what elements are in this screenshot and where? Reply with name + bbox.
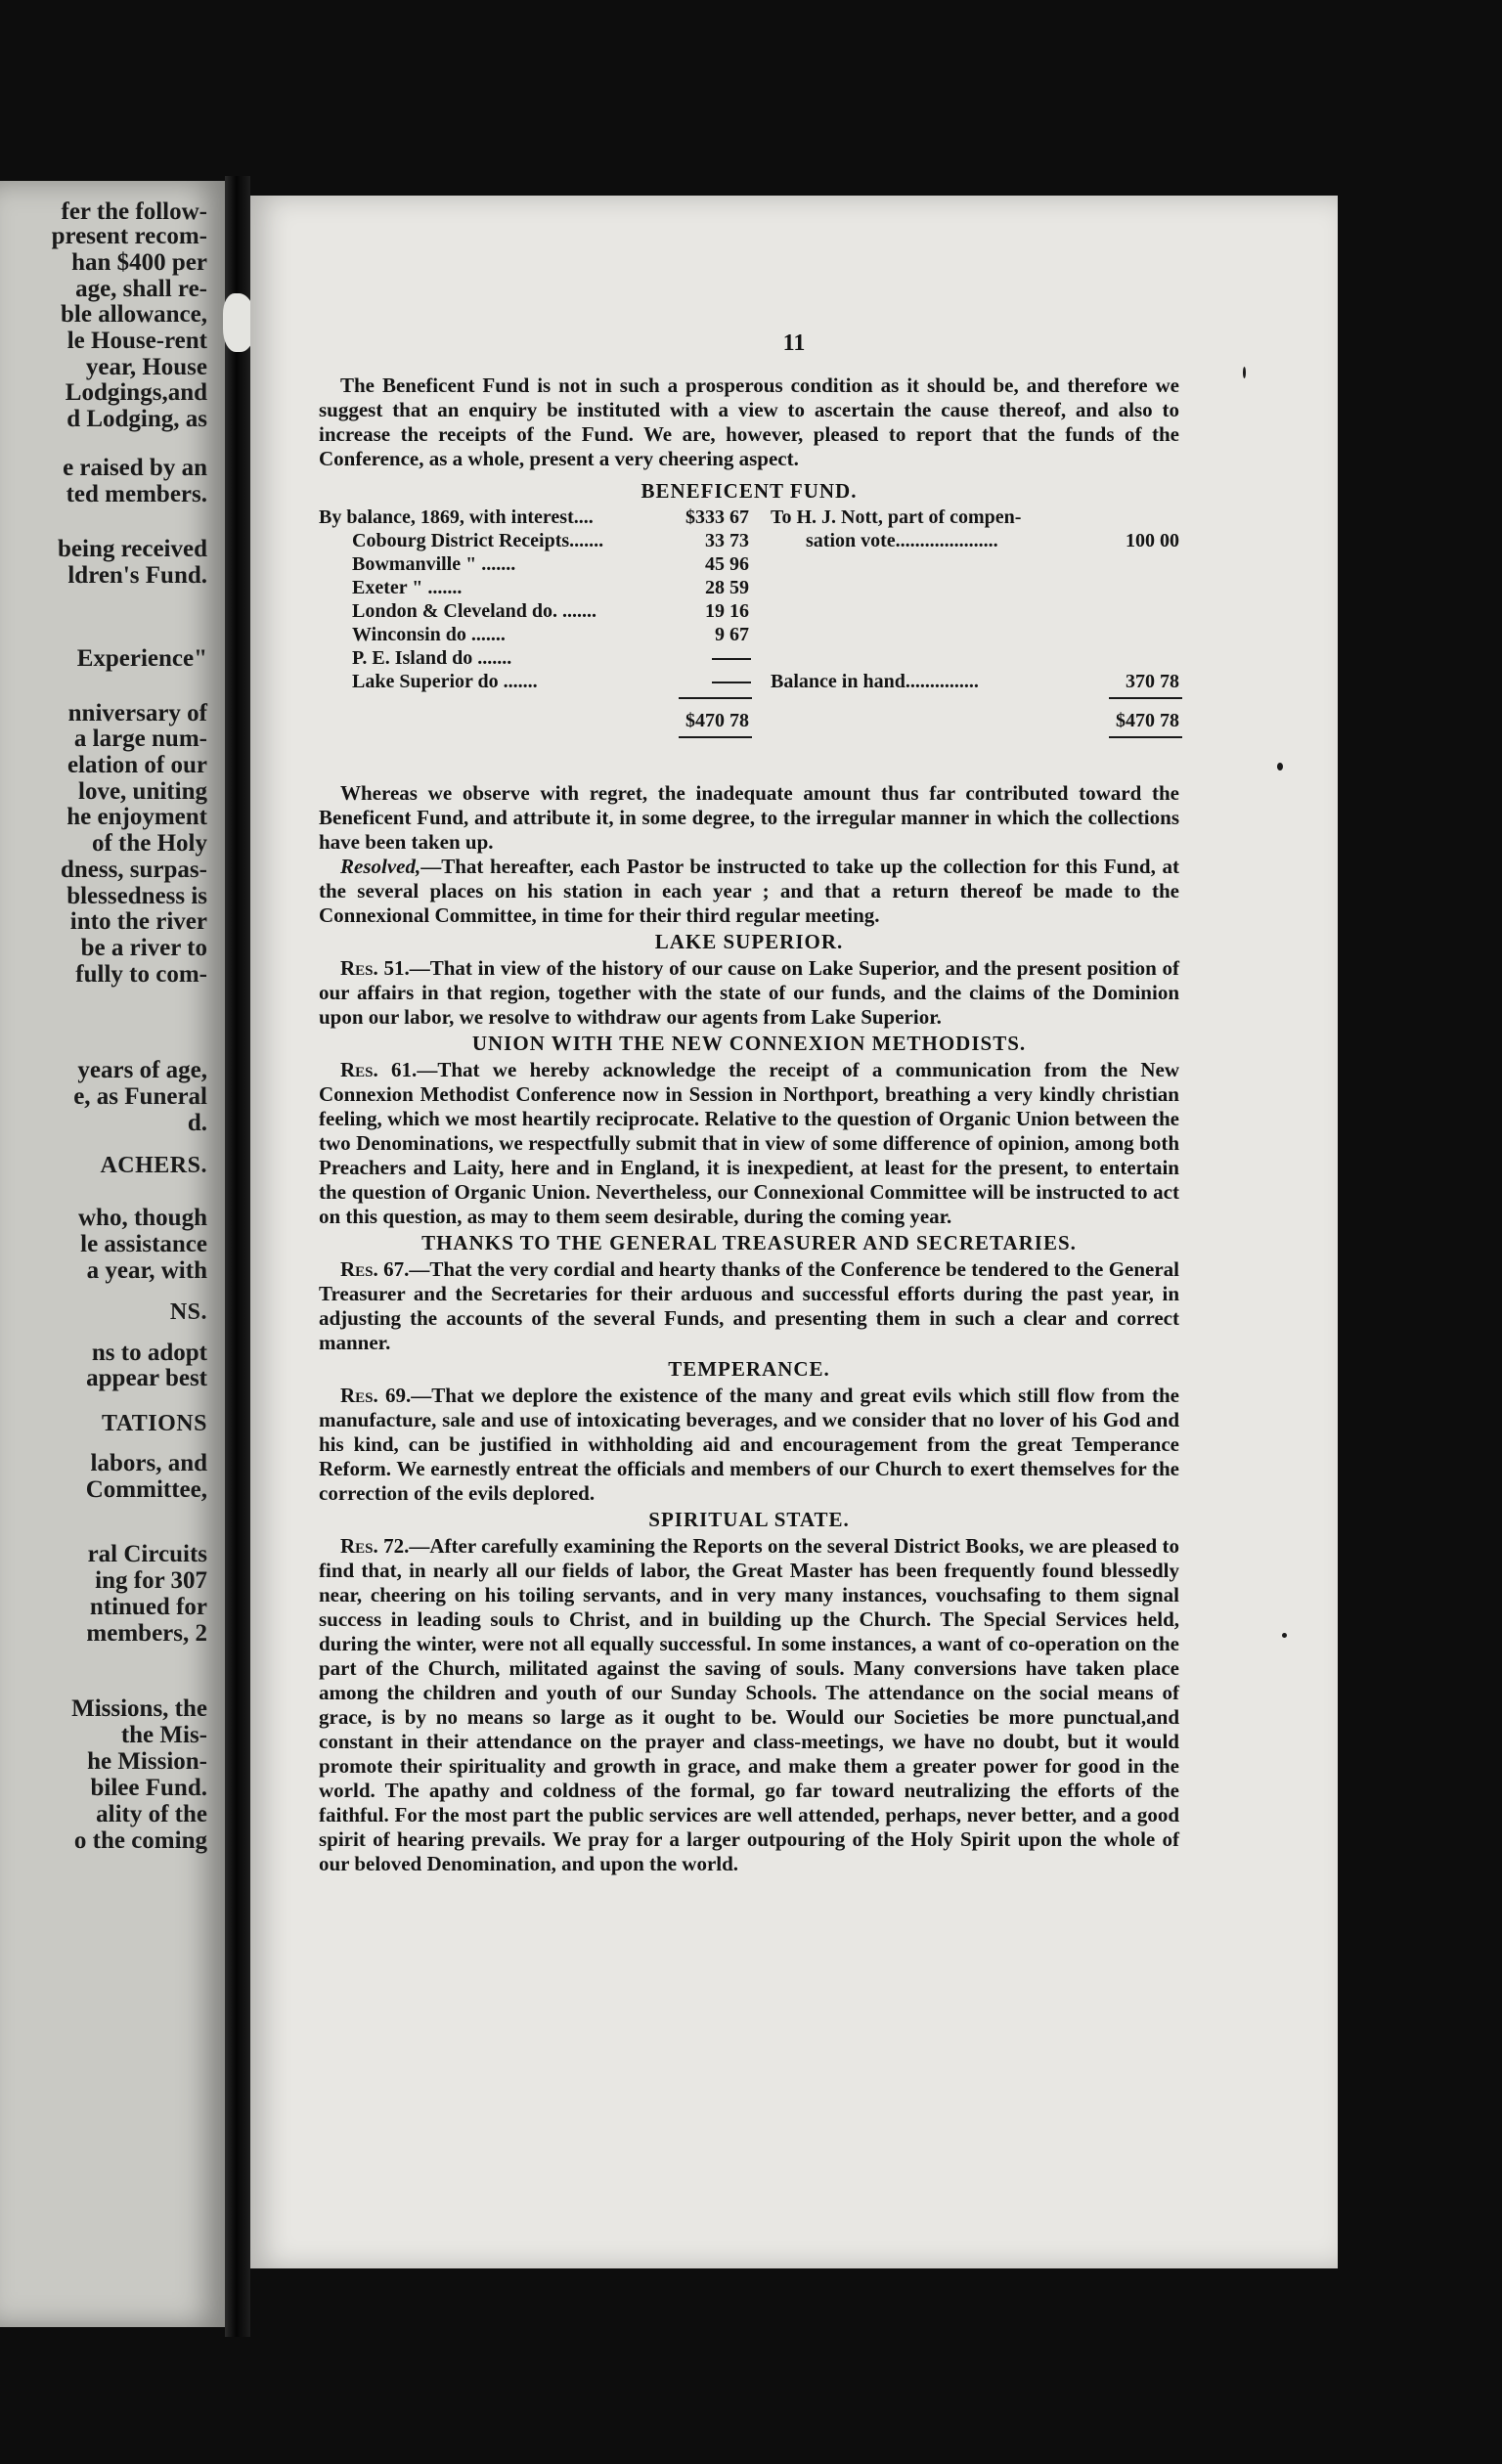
- page-content: [319, 332, 1179, 1876]
- debit-label: To H. J. Nott, part of compen-: [771, 506, 1022, 528]
- resolution-61: [319, 1058, 1179, 1229]
- fund-credit-amount: 33 73: [705, 530, 749, 551]
- facing-page-line: fer the follow-: [61, 198, 207, 225]
- fund-empty-dash: [712, 658, 751, 660]
- facing-page-line: years of age,: [77, 1057, 207, 1083]
- fund-credit-label: Exeter " .......: [352, 577, 463, 598]
- facing-page-line: e, as Funeral: [73, 1083, 207, 1110]
- resolution-67: [319, 1257, 1179, 1355]
- fund-table: [319, 506, 1179, 781]
- facing-page-line: le assistance: [80, 1231, 207, 1257]
- facing-page-line: he Mission-: [87, 1748, 207, 1775]
- resolution-label: Res. 67.: [340, 1257, 410, 1281]
- facing-page-line: be a river to: [80, 935, 207, 961]
- fund-credit-amount: 45 96: [705, 553, 749, 575]
- facing-page-line: TATIONS: [102, 1411, 207, 1436]
- section-heading-spiritual-state: SPIRITUAL STATE.: [648, 1508, 850, 1531]
- facing-page-line: fully to com-: [75, 961, 207, 988]
- facing-page-line: a large num-: [73, 726, 207, 752]
- facing-page-line: le House-rent: [66, 328, 207, 354]
- resolution-72: [319, 1534, 1179, 1876]
- facing-page-line: elation of our: [66, 752, 207, 778]
- section-heading-thanks: THANKS TO THE GENERAL TREASURER AND SECRETARIES.: [421, 1231, 1077, 1254]
- facing-page-line: d Lodging, as: [66, 406, 207, 432]
- facing-page-line: ality of the: [96, 1801, 207, 1827]
- section-heading-temperance: TEMPERANCE.: [668, 1357, 830, 1381]
- facing-page-line: ldren's Fund.: [67, 562, 207, 589]
- fund-credit-label: By balance, 1869, with interest....: [319, 506, 594, 528]
- facing-page-line: ACHERS.: [100, 1153, 207, 1178]
- facing-page-line: labors, and: [90, 1450, 207, 1476]
- facing-page-line: being received: [58, 536, 207, 562]
- facing-page-line: who, though: [78, 1205, 207, 1231]
- resolution-label: Res. 72.: [340, 1534, 410, 1558]
- resolution-label: Res. 69.: [340, 1384, 412, 1407]
- whereas-paragraph: Whereas we observe with regret, the inadequate amount thus far contributed toward the Beneficent Fund, and attribute it, in some degree, to the irregular manner in which the collections have been taken up.: [319, 781, 1179, 854]
- fund-credit-label: P. E. Island do .......: [352, 647, 512, 669]
- facing-page-line: appear best: [86, 1365, 207, 1391]
- facing-page-line: dness, surpas-: [60, 857, 207, 883]
- facing-page-line: ble allowance,: [61, 301, 207, 328]
- fund-heading: BENEFICENT FUND.: [641, 479, 858, 503]
- resolved-paragraph: [319, 855, 1179, 928]
- facing-page-line: members, 2: [86, 1620, 207, 1647]
- facing-page-line: ntinued for: [89, 1594, 207, 1620]
- facing-page-line: ns to adopt: [91, 1340, 207, 1366]
- facing-page-line: e raised by an: [63, 455, 207, 481]
- facing-page-line: age, shall re-: [75, 276, 207, 302]
- book-gutter: [225, 176, 250, 2337]
- fund-credit-amount: 9 67: [715, 624, 749, 645]
- facing-page-line: into the river: [69, 908, 207, 935]
- facing-page-line: bilee Fund.: [90, 1775, 207, 1801]
- fund-credit-label: London & Cleveland do. .......: [352, 600, 597, 622]
- section-heading-union: UNION WITH THE NEW CONNEXION METHODISTS.: [471, 1032, 1027, 1055]
- facing-page-line: o the coming: [73, 1827, 207, 1854]
- balance-amount: 370 78: [1126, 671, 1179, 692]
- resolution-text: —That we hereby acknowledge the receipt of a communication from the New Connexion Methodist Conference now in Session in Northport, breathing a very kindly christian feeling, which we most heartily reciprocate. Relative to the question of Organic Union between the two Denominations, we respectfully submit that in view of some difference of opinion, among both Preachers and Laity, here and in England, it is inexpedient, at least for the present, to entertain the question of Organic Union. Nevertheless, our Connexional Committee will be instructed to act on this question, as may to them seem desirable, during the coming year.: [319, 1058, 1179, 1228]
- facing-page-line: present recom-: [51, 223, 207, 249]
- ink-speck: [1243, 367, 1246, 378]
- resolution-text: —That the very cordial and hearty thanks of the Conference be tendered to the General Treasurer and the Secretaries for their arduous and successful efforts during the past year, in adjusting the accounts of the several Funds, and presenting them in such a clear and correct manner.: [319, 1257, 1180, 1354]
- debit-total-underline: [1109, 736, 1182, 738]
- fund-credit-amount: 28 59: [705, 577, 749, 598]
- resolution-text: —After carefully examining the Reports on the several District Books, we are pleased to find that, in nearly all our fields of labor, the Great Master has been frequently found blessedly near, cheering on his toiling servants, and in very many instances, vouchsafing to them signal success in leading souls to Christ, and in building up the Church. The Special Services held, during the winter, were not all equally successful. In some instances, a want of co-operation on the part of the Church, militated against the saving of souls. Many conversions have taken place among the children and youth of our Sunday Schools. The attendance on the social means of grace, is by no means so large as it ought to be. Would our Societies be more punctual,and constant in their attendance on the prayer and class-meetings, we have no doubt, but it would promote their spirituality and growth in grace, and make them a greater power for good in the world. The apathy and coldness of the formal, go far toward neutralizing the efforts of the faithful. For the most part the public services are well attended, perhaps, never better, and a good spirit of hearing prevails. We pray for a larger outpouring of the Holy Spirit upon the whole of our beloved Denomination, and upon the world.: [319, 1534, 1179, 1875]
- fund-empty-dash: [712, 682, 751, 683]
- page-number: 11: [782, 330, 806, 356]
- debit-label: sation vote.....................: [806, 530, 998, 551]
- facing-page-line: Missions, the: [71, 1695, 207, 1722]
- resolution-text: —That in view of the history of our cause on Lake Superior, and the present position of our affairs in that region, together with the state of our funds, and the claims of the Dominion upon our labor, we resolve to withdraw our agents from Lake Superior.: [319, 956, 1179, 1029]
- facing-page-line: of the Holy: [91, 830, 207, 857]
- facing-page-line: Committee,: [85, 1476, 207, 1503]
- resolution-label: Res. 51.: [340, 956, 410, 980]
- facing-page-line: he enjoyment: [66, 804, 207, 830]
- facing-page-line: a year, with: [86, 1257, 207, 1284]
- fund-credit-label: Lake Superior do .......: [352, 671, 538, 692]
- debit-total-rule: [1109, 697, 1182, 699]
- debit-amount: 100 00: [1126, 530, 1179, 551]
- facing-page-line: han $400 per: [71, 249, 207, 276]
- fund-credit-label: Winconsin do .......: [352, 624, 506, 645]
- ink-speck: [1277, 763, 1283, 770]
- facing-page-line: year, House: [85, 354, 207, 380]
- facing-page-line: ted members.: [66, 481, 207, 507]
- resolved-label: Resolved,: [340, 855, 421, 878]
- facing-page-line: nniversary of: [67, 700, 207, 726]
- debit-total: $470 78: [1116, 710, 1179, 731]
- facing-page-line: Experience": [76, 645, 207, 672]
- resolved-text: —That hereafter, each Pastor be instructed to take up the collection for this Fund, at the several places on his station in each year ; and that a return thereof be made to the Connexional Committee, in time for their third regular meeting.: [319, 855, 1179, 927]
- fund-credit-amount: 19 16: [705, 600, 749, 622]
- fund-credit-amount: $333 67: [685, 506, 749, 528]
- facing-page-line: ing for 307: [95, 1567, 207, 1594]
- facing-page-fragment: [0, 181, 225, 2327]
- fund-credit-label: Bowmanville " .......: [352, 553, 516, 575]
- fund-credit-label: Cobourg District Receipts.......: [352, 530, 604, 551]
- credit-total-rule: [679, 697, 752, 699]
- facing-page-line: NS.: [169, 1299, 207, 1325]
- facing-page-line: ral Circuits: [87, 1541, 207, 1567]
- resolution-69: [319, 1384, 1179, 1506]
- section-heading-lake-superior: LAKE SUPERIOR.: [654, 930, 844, 953]
- resolution-label: Res. 61.: [340, 1058, 418, 1081]
- balance-label: Balance in hand...............: [771, 671, 979, 692]
- intro-paragraph: The Beneficent Fund is not in such a prosperous condition as it should be, and therefore we suggest that an enquiry be instituted with a view to ascertain the cause thereof, and also to increase the receipts of the Fund. We are, however, pleased to report that the funds of the Conference, as a whole, present a very cheering aspect.: [319, 374, 1179, 470]
- facing-page-line: the Mis-: [120, 1722, 207, 1748]
- resolution-text: —That we deplore the existence of the many and great evils which still flow from the manufacture, sale and use of intoxicating beverages, and we consider that no lover of his God and his kind, can be justified in withholding aid and encouragement from the great Temperance Reform. We earnestly entreat the officials and members of our Church to exert themselves for the correction of the evils deplored.: [319, 1384, 1180, 1505]
- facing-page-line: d.: [187, 1110, 207, 1136]
- facing-page-line: Lodgings,and: [65, 379, 207, 406]
- credit-total-underline: [679, 736, 752, 738]
- facing-page-line: love, uniting: [78, 778, 207, 805]
- ink-speck: [1282, 1633, 1287, 1638]
- resolution-51: [319, 956, 1179, 1030]
- credit-total: $470 78: [685, 710, 749, 731]
- main-page: [250, 196, 1338, 2268]
- facing-page-line: blessedness is: [66, 883, 207, 909]
